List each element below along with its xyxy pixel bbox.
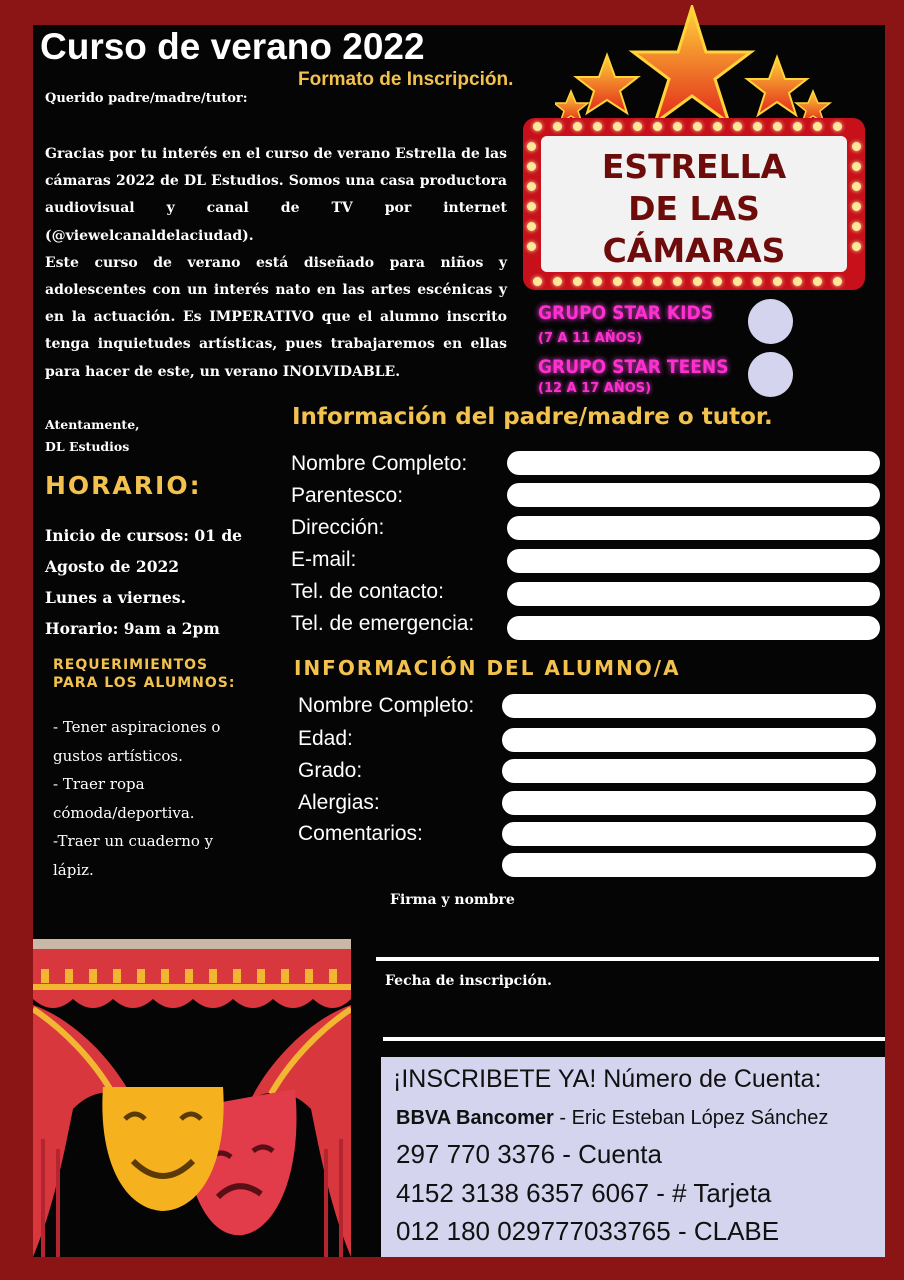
parent-address-field[interactable] [507,516,880,540]
student-comments-field-extra[interactable] [502,853,876,877]
marquee-bulb [753,122,762,131]
marquee-bulb [852,162,861,171]
parent-phone-label: Tel. de contacto: [291,580,444,603]
student-allergies-field[interactable] [502,791,876,815]
requirement-item: - Traer ropa [53,775,145,793]
requirement-item: -Traer un cuaderno y [53,832,214,850]
page-subtitle: Formato de Inscripción. [298,69,514,90]
parent-form-heading: Información del padre/madre o tutor. [292,404,773,430]
student-allergies-label: Alergias: [298,791,380,814]
schedule-line: Lunes a viernes. [45,588,187,607]
schedule-list [45,520,242,644]
requirement-item: cómoda/deportiva. [53,803,195,822]
signature-line[interactable] [376,957,879,961]
marquee-bulb [833,122,842,131]
marquee-line-2: DE LAS [628,189,760,228]
student-age-label: Edad: [298,727,353,750]
requirements-heading-line-1: REQUERIMIENTOS [53,657,209,673]
marquee-bulb [852,202,861,211]
star-icon [633,7,751,123]
student-comments-field[interactable] [502,822,876,846]
card-number: 4152 3138 6357 6067 - # Tarjeta [396,1178,772,1208]
group-kids-title: GRUPO STAR KIDS [538,302,714,324]
parent-email-label: E-mail: [291,548,357,571]
marquee-text [541,146,847,272]
bank-heading: ¡INSCRIBETE YA! Número de Cuenta: [393,1065,822,1093]
schedule-line: Horario: 9am a 2pm [45,619,220,638]
marquee-bulb [852,242,861,251]
marquee-bulb [793,277,802,286]
schedule-heading: HORARIO: [45,471,202,500]
marquee-bulb [527,222,536,231]
requirement-item: - Tener aspiraciones o [53,718,221,736]
student-name-field[interactable] [502,694,876,718]
marquee-bulb [527,162,536,171]
stars-decoration [555,5,835,130]
signature-label: Firma y nombre [390,892,515,908]
marquee-bulb [833,277,842,286]
parent-relationship-field[interactable] [507,483,880,507]
marquee-bulb [593,122,602,131]
letter-paragraph-1: Gracias por tu interés en el curso de verano Estrella de las cámaras 2022 de DL Estudios. Somos una casa productora audiovisual y canal de TV por internet (@viewelcanaldelaciudad). [45,146,507,244]
requirements-list [53,713,220,884]
marquee-bulb [633,122,642,131]
marquee-bulb [673,277,682,286]
parent-email-field[interactable] [507,549,880,573]
parent-emergency-phone-field[interactable] [507,616,880,640]
marquee-bulb [527,202,536,211]
marquee-bulb [793,122,802,131]
letter-paragraph-2: Este curso de verano está diseñado para niños y adolescentes con un interés nato en las artes escénicas y en la actuación. Es IMPERATIVO que el alumno inscrito tenga inquietudes artísticas, pues trabajaremos en ellas para hacer de este, un verano INOLVIDABLE. [45,254,507,380]
marquee-panel [541,136,847,272]
marquee-bulb [852,142,861,151]
marquee-bulb [573,122,582,131]
marquee-bulb [527,142,536,151]
marquee-bulb [813,277,822,286]
student-grade-label: Grado: [298,759,363,782]
date-label: Fecha de inscripción. [385,973,552,989]
marquee-sign [523,118,865,290]
marquee-bulb [573,277,582,286]
marquee-bulb [693,277,702,286]
theater-illustration [33,939,351,1257]
account-number: 297 770 3376 - Cuenta [396,1139,662,1169]
page-title: Curso de verano 2022 [40,26,425,67]
parent-emergency-phone-label: Tel. de emergencia: [291,612,475,635]
bank-holder-line [396,1107,828,1130]
marquee-bulb [653,277,662,286]
marquee-bulb [852,222,861,231]
requirement-item: gustos artísticos. [53,746,183,765]
student-name-label: Nombre Completo: [298,694,475,717]
parent-name-field[interactable] [507,451,880,475]
letter-greeting: Querido padre/madre/tutor: [45,91,248,106]
marquee-bulb [633,277,642,286]
parent-address-label: Dirección: [291,516,385,539]
marquee-bulb [773,122,782,131]
letter-signature: DL Estudios [45,439,130,454]
marquee-bulb [773,277,782,286]
group-teens-ages: (12 A 17 AÑOS) [538,381,652,396]
date-line[interactable] [383,1037,885,1041]
marquee-bulb [553,277,562,286]
marquee-bulb [753,277,762,286]
group-teens-checkbox[interactable] [748,352,793,397]
marquee-bulb [613,122,622,131]
star-icon [747,57,807,115]
bank-info-box [381,1057,885,1257]
account-holder: - Eric Esteban López Sánchez [553,1107,829,1129]
requirements-heading [53,656,235,692]
bank-name: BBVA Bancomer [396,1107,554,1129]
clabe-number: 012 180 029777033765 - CLABE [396,1216,780,1246]
marquee-bulb [533,122,542,131]
marquee-bulb [653,122,662,131]
marquee-bulb [813,122,822,131]
marquee-line-3: CÁMARAS [602,231,786,270]
marquee-bulb [527,182,536,191]
student-form-heading: INFORMACIÓN DEL ALUMNO/A [294,656,681,680]
letter-closing: Atentamente, [45,417,140,432]
student-grade-field[interactable] [502,759,876,783]
schedule-line: Agosto de 2022 [45,557,180,576]
requirements-heading-line-2: PARA LOS ALUMNOS: [53,675,236,691]
marquee-bulb [713,277,722,286]
letter-signoff [45,414,140,458]
marquee-line-1: ESTRELLA [601,147,787,186]
marquee-bulb [852,182,861,191]
letter-body [45,141,507,386]
parent-relationship-label: Parentesco: [291,484,404,507]
requirement-item: lápiz. [53,860,94,879]
marquee-bulb [553,122,562,131]
marquee-bulb [533,277,542,286]
group-teens-title: GRUPO STAR TEENS [538,356,729,378]
parent-phone-field[interactable] [507,582,880,606]
marquee-bulb [673,122,682,131]
marquee-bulb [593,277,602,286]
marquee-bulb [527,242,536,251]
student-age-field[interactable] [502,728,876,752]
marquee-bulb [733,277,742,286]
parent-name-label: Nombre Completo: [291,452,468,475]
group-kids-ages: (7 A 11 AÑOS) [538,331,643,346]
marquee-bulb [613,277,622,286]
marquee-bulb [693,122,702,131]
student-comments-label: Comentarios: [298,822,423,845]
schedule-line: Inicio de cursos: 01 de [45,526,243,545]
group-kids-checkbox[interactable] [748,299,793,344]
marquee-bulb [713,122,722,131]
marquee-bulb [733,122,742,131]
